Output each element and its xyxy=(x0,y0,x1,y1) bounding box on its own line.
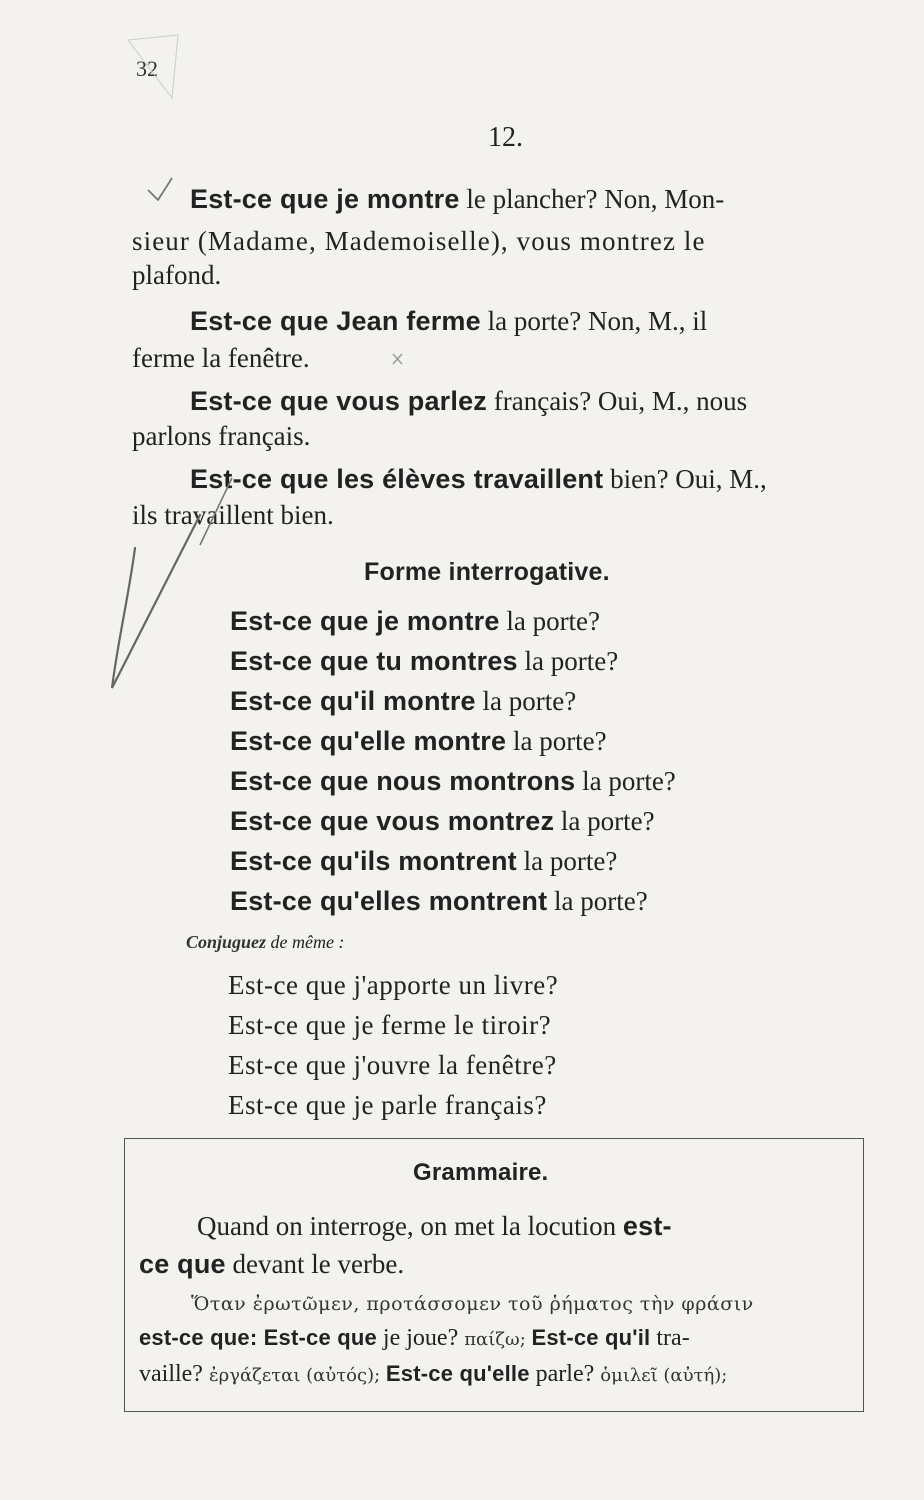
example-text: je joue? xyxy=(376,1325,465,1351)
example-greek: παίζω; xyxy=(464,1329,532,1350)
forme-row-text: la porte? xyxy=(517,646,619,676)
example-bold: Est-ce qu'il xyxy=(531,1325,651,1350)
conjuguez-row: Est-ce que je parle français? xyxy=(228,1090,547,1120)
dialog-text: français? Oui, M., nous xyxy=(487,386,748,416)
dialog-line: ferme la fenêtre. xyxy=(132,343,310,373)
forme-row xyxy=(230,886,648,917)
conjuguez-rest: de même : xyxy=(266,932,345,952)
forme-row-text: la porte? xyxy=(475,686,577,716)
forme-row-bold: Est-ce que tu montres xyxy=(230,646,518,676)
forme-row xyxy=(230,686,576,717)
lesson-number: 12. xyxy=(488,122,523,153)
grammaire-example-line xyxy=(139,1325,849,1352)
forme-row-bold: Est-ce que vous montrez xyxy=(230,806,555,836)
dialog-question-bold: Est-ce que vous parlez xyxy=(190,386,487,416)
example-bold: Est-ce qu'elle xyxy=(385,1361,530,1386)
forme-row-bold: Est-ce que nous montrons xyxy=(230,766,576,796)
grammaire-title: Grammaire. xyxy=(413,1159,549,1186)
rule-text: Quand on interroge, on met la locution xyxy=(197,1211,623,1241)
dialog-text: bien? Oui, M., xyxy=(603,464,767,494)
grammaire-box xyxy=(124,1138,864,1412)
dialog-question-bold: Est-ce que Jean ferme xyxy=(190,306,481,336)
forme-row-text: la porte? xyxy=(554,806,655,836)
conjuguez-row: Est-ce que j'ouvre la fenêtre? xyxy=(228,1050,557,1080)
forme-row xyxy=(230,606,600,637)
forme-row-bold: Est-ce qu'il montre xyxy=(230,686,476,716)
dialog-question-bold: Est-ce que les élèves travaillent xyxy=(190,464,604,494)
dialog-question-bold: Est-ce que je montre xyxy=(190,184,460,214)
grammaire-rule-line xyxy=(197,1211,857,1242)
forme-row xyxy=(230,806,655,837)
forme-row-text: la porte? xyxy=(547,886,648,916)
forme-row xyxy=(230,766,676,797)
forme-row-text: la porte? xyxy=(499,606,601,636)
rule-text: devant le verbe. xyxy=(225,1249,405,1279)
page-number: 32 xyxy=(136,56,158,81)
section-title-forme: Forme interrogative. xyxy=(364,558,610,586)
dialog-line: ils travaillent bien. xyxy=(132,500,334,530)
grammaire-rule-line xyxy=(139,1249,849,1280)
rule-bold: ce que xyxy=(139,1249,226,1279)
pencil-tick xyxy=(148,178,172,200)
dialog-text: la porte? Non, M., il xyxy=(480,306,708,336)
greek-line: Ὅταν ἐρωτῶμεν, προτάσσομεν τοῦ ῥήματος τὴν φράσιν xyxy=(191,1293,754,1315)
example-text: vaille? xyxy=(139,1361,209,1387)
forme-row-bold: Est-ce que je montre xyxy=(230,606,500,636)
example-text: parle? xyxy=(529,1361,601,1387)
rule-bold: est- xyxy=(622,1211,672,1241)
example-greek: ὁμιλεῖ (αὐτή); xyxy=(600,1365,728,1386)
forme-row-text: la porte? xyxy=(506,726,607,756)
example-text: tra- xyxy=(650,1325,690,1351)
forme-row-text: la porte? xyxy=(575,766,676,796)
dialog-line xyxy=(190,386,877,417)
example-bold: est-ce que: Est-ce que xyxy=(139,1325,377,1350)
dialog-line: sieur (Madame, Mademoiselle), vous montrez le xyxy=(132,226,706,256)
forme-row-bold: Est-ce qu'elle montre xyxy=(230,726,507,756)
forme-row xyxy=(230,646,618,677)
forme-row-bold: Est-ce qu'elles montrent xyxy=(230,886,548,916)
dialog-line: plafond. xyxy=(132,260,222,290)
conjuguez-label xyxy=(186,932,345,953)
example-greek: ἐργάζεται (αὐτός); xyxy=(208,1365,386,1386)
dialog-line xyxy=(190,306,877,337)
forme-row xyxy=(230,726,607,757)
forme-row-text: la porte? xyxy=(516,846,618,876)
grammaire-example-line xyxy=(139,1361,849,1388)
dialog-line xyxy=(190,184,877,215)
dialog-text: le plancher? Non, Mon- xyxy=(459,184,725,214)
dialog-line xyxy=(190,464,877,495)
dialog-line: parlons français. xyxy=(132,421,311,451)
conjuguez-row: Est-ce que je ferme le tiroir? xyxy=(228,1010,552,1040)
conjuguez-row: Est-ce que j'apporte un livre? xyxy=(228,970,559,1000)
conjuguez-word: Conjuguez xyxy=(186,932,267,952)
pencil-checkmark xyxy=(112,515,200,688)
forme-row xyxy=(230,846,617,877)
forme-row-bold: Est-ce qu'ils montrent xyxy=(230,846,517,876)
